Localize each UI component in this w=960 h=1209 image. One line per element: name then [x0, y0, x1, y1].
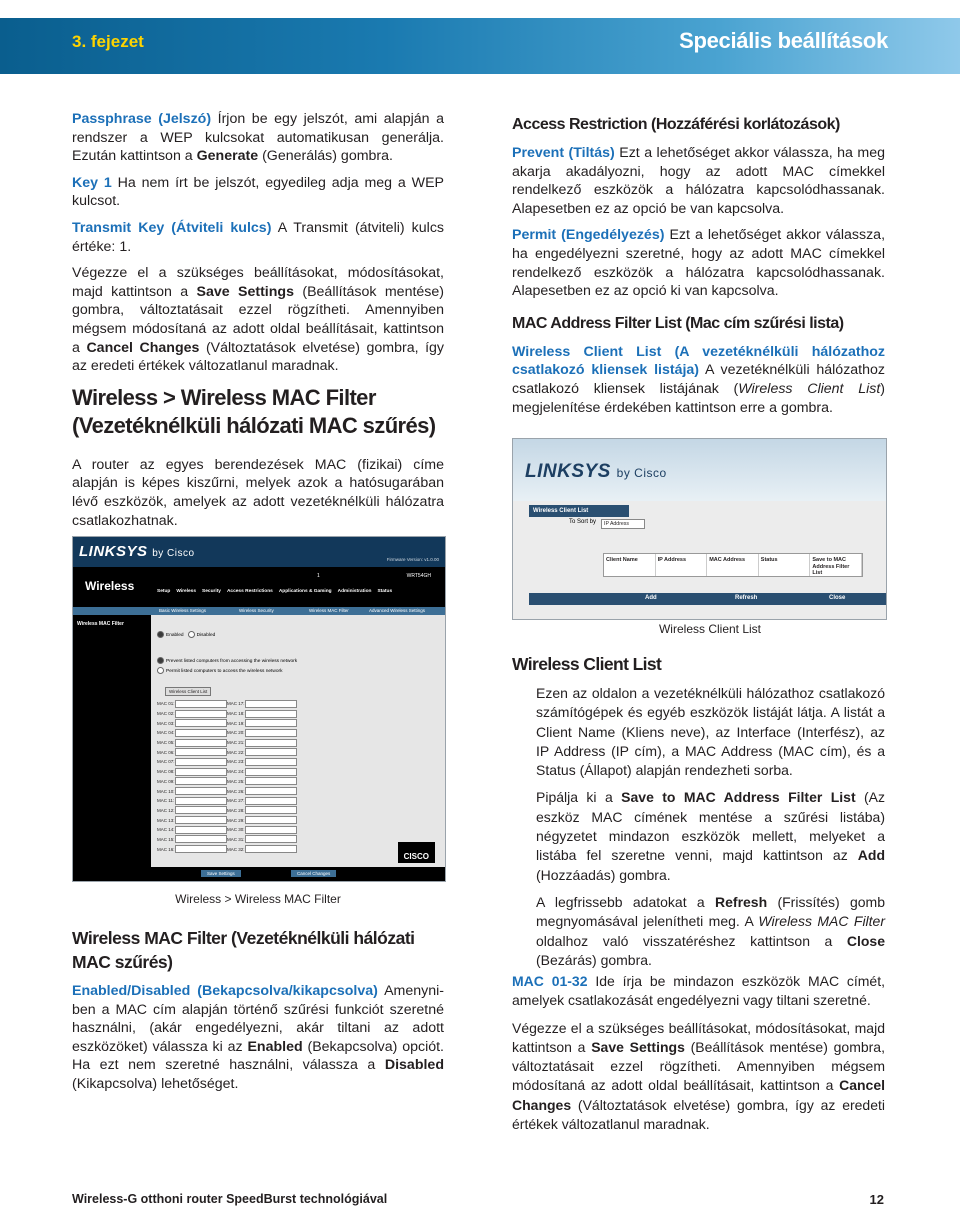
paragraph-client-list-info: Ezen az oldalon a vezetéknélküli hálózathoz csatlakozó számítógépek és egyéb eszközök listáját látja. A listát a Client Name (Kliens neve), az Interface (Interfész), az IP Address (IP cím), a MAC Address (MAC cím), és a Status (Állapot) alapján rendezheti sorba.	[536, 685, 885, 779]
mac-row	[227, 709, 377, 719]
mac-row	[227, 728, 377, 738]
paragraph-prevent: Prevent (Tiltás) Ezt a lehetőséget akkor válassza, ha meg akarja akadályozni, hogy az adott MAC címekkel rendelkező eszközök a hálózatra kapcsolódhassanak. Alapesetben ez az opció be van kapcsolva.	[512, 145, 885, 217]
mac-label: MAC 23:	[227, 759, 245, 765]
mac-input[interactable]	[245, 845, 297, 853]
linksys-logo: LINKSYS by Cisco	[79, 543, 195, 560]
mac-input[interactable]	[245, 729, 297, 737]
mac-input[interactable]	[175, 700, 227, 708]
enable-radios	[157, 631, 215, 638]
disabled-label: Disabled	[196, 632, 216, 638]
mac-label: MAC 20:	[227, 730, 245, 736]
paragraph-transmit-key: Transmit Key (Átviteli kulcs) A Transmit (átviteli) kulcs értéke: 1.	[72, 219, 445, 255]
mac-input[interactable]	[245, 700, 297, 708]
mac-label: MAC 04:	[157, 730, 175, 736]
shot1-topbar	[73, 537, 445, 567]
mac-label: MAC 14:	[157, 827, 175, 833]
paragraph-wireless-client-list: Wireless Client List (A vezetéknélküli hálózathoz csatlakozó kliensek listája) A vezetéknélküli hálózathoz csatlakozó kliensek listájának (Wireless Client List) megjelenítése érdekében kattintson erre a gombra.	[512, 343, 886, 416]
mac-input[interactable]	[245, 835, 297, 843]
tab-applications-gaming[interactable]: Applications & Gaming	[278, 589, 332, 594]
mac-label: MAC 19:	[227, 720, 245, 726]
mac-input[interactable]	[245, 826, 297, 834]
paragraph-mac-01-32: MAC 01-32 Ide írja be mindazon eszközök MAC címét, amelyek csatlakozását engedélyezni vagy tiltani szeretné.	[512, 973, 885, 1009]
mac-label: MAC 17:	[227, 701, 245, 707]
mac-input[interactable]	[175, 768, 227, 776]
mac-label: MAC 02:	[157, 711, 175, 717]
subtab-advanced[interactable]: Advanced Wireless Settings	[369, 608, 426, 613]
mac-row	[227, 844, 377, 854]
mac-label: MAC 28:	[227, 807, 245, 813]
mac-input[interactable]	[245, 748, 297, 756]
shot1-nav-band	[73, 567, 445, 607]
mac-input[interactable]	[175, 758, 227, 766]
page-header	[0, 18, 960, 74]
paragraph-mac-intro: A router az egyes berendezések MAC (fizikai) címe alapján is képes kiszűrni, melyek azok a hatósugarában lévő eszközök, amelyek az adott vezetéknélküli hálózatra csatlakozhatnak.	[72, 456, 444, 529]
mac-row	[227, 786, 377, 796]
disabled-radio[interactable]	[188, 631, 195, 638]
mac-input[interactable]	[175, 710, 227, 718]
mac-input[interactable]	[245, 739, 297, 747]
mac-input[interactable]	[245, 710, 297, 718]
cisco-logo: CISCO	[398, 842, 435, 863]
mac-input[interactable]	[245, 816, 297, 824]
page-number: 12	[869, 1192, 884, 1207]
client-table-header	[603, 553, 863, 577]
subtab-basic[interactable]: Basic Wireless Settings	[159, 608, 207, 613]
add-button[interactable]: Add	[645, 595, 657, 601]
shot1-subtabs	[73, 607, 445, 615]
heading-wireless-mac-filter: Wireless MAC Filter (Vezetéknélküli hálózati MAC szűrés)	[72, 928, 415, 972]
shot2-title-bar: Wireless Client List	[529, 505, 629, 517]
sidebar-label: Wireless MAC Filter	[73, 615, 151, 633]
mac-row	[227, 777, 377, 787]
mac-row	[227, 825, 377, 835]
paragraph-passphrase: Passphrase (Jelszó) Írjon be egy jelszót, ami alapján a rendszer a WEP kulcsokat automatikusan generálja. Ezután kattintson a Generate (Generálás) gombra.	[72, 111, 444, 165]
right-column	[512, 114, 885, 425]
tab-security[interactable]: Security	[202, 589, 221, 594]
firmware-version: Firmware Version: v1.0.00	[386, 557, 439, 562]
mac-label: MAC 22:	[227, 749, 245, 755]
mac-input[interactable]	[175, 816, 227, 824]
left-column-lower	[72, 926, 444, 1102]
sort-label: To Sort by	[569, 519, 597, 525]
mac-label: MAC 29:	[227, 817, 245, 823]
tab-setup[interactable]: Setup	[157, 589, 171, 594]
col-ip-address: IP Address	[656, 554, 708, 576]
close-button[interactable]: Close	[829, 595, 846, 601]
mac-input[interactable]	[175, 835, 227, 843]
mac-input[interactable]	[245, 806, 297, 814]
mac-label: MAC 06:	[157, 749, 175, 755]
right-column-bottom	[512, 972, 885, 1142]
screenshot-client-list	[512, 438, 887, 620]
mac-label: MAC 25:	[227, 778, 245, 784]
mac-input[interactable]	[175, 719, 227, 727]
prevent-option	[157, 657, 297, 664]
paragraph-key1: Key 1 Ha nem írt be jelszót, egyedileg adja meg a WEP kulcsot.	[72, 174, 444, 210]
col-save-to-filter: Save to MAC Address Filter List	[810, 554, 862, 576]
paragraph-enabled-disabled: Enabled/Disabled (Bekapcsolva/kikapcsolva) Amenyniben a MAC cím alapján történő szűrési funkciót szeretné használni, (akár engedélyezni, akár tiltani az adott eszközöket) válassza ki az Enabled (Bekapcsolva) opciót. Ha ezt nem szeretné használni, válassza a Disabled (Kikapcsolva) lehetőséget.	[72, 983, 445, 1092]
mac-label: MAC 09:	[157, 778, 175, 784]
sort-select[interactable]: IP Address	[601, 519, 645, 529]
mac-label: MAC 01:	[157, 701, 175, 707]
shot2-header	[513, 439, 886, 501]
mac-input[interactable]	[175, 729, 227, 737]
mac-input[interactable]	[175, 787, 227, 795]
cancel-changes-button[interactable]: Cancel Changes	[291, 870, 336, 877]
subtab-security[interactable]: Wireless Security	[239, 608, 274, 613]
mac-label: MAC 07:	[157, 759, 175, 765]
shot1-footer	[151, 867, 445, 881]
refresh-button[interactable]: Refresh	[735, 595, 758, 601]
mac-label: MAC 03:	[157, 720, 175, 726]
shot1-body	[151, 615, 445, 881]
linksys-logo-2: LINKSYS by Cisco	[525, 461, 667, 482]
save-settings-button[interactable]: Save Settings	[201, 870, 241, 877]
mac-label: MAC 08:	[157, 769, 175, 775]
mac-label: MAC 13:	[157, 817, 175, 823]
mac-label: MAC 27:	[227, 798, 245, 804]
mac-label: MAC 12:	[157, 807, 175, 813]
paragraph-permit: Permit (Engedélyezés) Ezt a lehetőséget akkor válassza, ha engedélyezni szeretné, hogy az adott MAC címekkel rendelkező eszközök a hálózatra kapcsolódhassanak. Alapesetben ez az opció ki van kapcsolva.	[512, 227, 886, 300]
shot1-sidebar	[73, 615, 151, 881]
heading-mac-address-filter-list: MAC Address Filter List (Mac cím szűrési lista)	[512, 314, 844, 332]
shot2-button-bar	[529, 593, 886, 605]
mac-row	[227, 738, 377, 748]
mac-input[interactable]	[175, 806, 227, 814]
mac-label: MAC 05:	[157, 740, 175, 746]
tab-access-restrictions[interactable]: Access Restrictions	[226, 589, 273, 594]
col-status: Status	[759, 554, 811, 576]
mac-label: MAC 16:	[157, 846, 175, 852]
mac-label: MAC 32:	[227, 846, 245, 852]
paragraph-save-to-filter: Pipálja ki a Save to MAC Address Filter List (Az eszköz MAC címének mentése a szűrési listába) négyzetet mindazon eszközök mellett, melyeket a listába fel szeretne venni, majd kattintson az Add (Hozzáadás) gombra.	[536, 789, 886, 883]
screenshot-mac-filter	[72, 536, 446, 882]
mac-label: MAC 26:	[227, 788, 245, 794]
mac-input[interactable]	[245, 719, 297, 727]
enabled-radio[interactable]	[157, 631, 164, 638]
subtab-mac-filter[interactable]: Wireless MAC Filter	[309, 608, 349, 613]
shot1-number: 1	[317, 573, 320, 579]
mac-input[interactable]	[245, 787, 297, 795]
mac-input[interactable]	[175, 739, 227, 747]
permit-label: Permit listed computers to access the wireless network	[166, 668, 283, 674]
mac-row	[227, 796, 377, 806]
mac-input[interactable]	[175, 826, 227, 834]
mac-input[interactable]	[175, 748, 227, 756]
section-title: Speciális beállítások	[679, 28, 888, 53]
permit-option	[157, 667, 283, 674]
enabled-label: Enabled	[166, 632, 184, 638]
mac-input[interactable]	[245, 758, 297, 766]
col-mac-address: MAC Address	[707, 554, 759, 576]
shot1-section-title: Wireless	[85, 579, 135, 593]
shot1-tabs	[157, 589, 439, 599]
left-column	[72, 110, 444, 538]
heading-mac-filter: Wireless > Wireless MAC Filter (Vezetéknélküli hálózati MAC szűrés)	[72, 384, 436, 438]
paragraph-save-cancel: Végezze el a szükséges beállításokat, módosításokat, majd kattintson a Save Settings (Beállítások mentése) gombra, változtatásait ezzel rögzítheti. Amennyiben mégsem módosítaná az adott oldal beállításait, kattintson a Cancel Changes (Változtatások elvetése) gombra, így az eredeti értékek változatlanul maradnak.	[72, 265, 444, 375]
mac-row	[227, 747, 377, 757]
mac-label: MAC 10:	[157, 788, 175, 794]
mac-input[interactable]	[245, 777, 297, 785]
mac-row	[227, 699, 377, 709]
heading-access-restriction: Access Restriction (Hozzáférési korlátozások)	[512, 116, 840, 133]
mac-label: MAC 11:	[157, 798, 175, 804]
permit-radio[interactable]	[157, 667, 164, 674]
mac-row	[227, 767, 377, 777]
tab-wireless[interactable]: Wireless	[176, 589, 197, 594]
caption-client-list: Wireless Client List	[658, 622, 762, 636]
tab-administration[interactable]: Administration	[337, 589, 372, 594]
mac-label: MAC 21:	[227, 740, 245, 746]
mac-row	[227, 806, 377, 816]
paragraph-refresh-close: A legfrissebb adatokat a Refresh (Frissítés) gomb megnyomásával jelenítheti meg. A Wireless MAC Filter oldalhoz való visszatéréshez kattintson a Close (Bezárás) gombra.	[536, 893, 886, 968]
mac-row	[227, 757, 377, 767]
mac-input[interactable]	[175, 845, 227, 853]
mac-input[interactable]	[175, 797, 227, 805]
mac-input[interactable]	[245, 797, 297, 805]
prevent-label: Prevent listed computers from accessing the wireless network	[166, 658, 298, 664]
mac-row	[227, 835, 377, 845]
heading-wireless-client-list: Wireless Client List	[512, 654, 662, 674]
wireless-client-list-button[interactable]: Wireless Client List	[165, 687, 211, 696]
shot1-model: WRT54GH	[406, 573, 431, 579]
col-client-name: Client Name	[604, 554, 656, 576]
caption-mac-filter: Wireless > Wireless MAC Filter	[175, 892, 341, 906]
mac-row	[227, 718, 377, 728]
mac-input[interactable]	[175, 777, 227, 785]
tab-status[interactable]: Status	[377, 589, 393, 594]
mac-row	[227, 815, 377, 825]
footer-product: Wireless-G otthoni router SpeedBurst technológiával	[72, 1192, 388, 1206]
chapter-label: 3. fejezet	[72, 32, 144, 51]
right-column-indented	[536, 684, 885, 978]
mac-label: MAC 24:	[227, 769, 245, 775]
mac-label: MAC 30:	[227, 827, 245, 833]
prevent-radio[interactable]	[157, 657, 164, 664]
mac-input[interactable]	[245, 768, 297, 776]
mac-label: MAC 18:	[227, 711, 245, 717]
mac-list-right	[227, 699, 377, 854]
mac-label: MAC 15:	[157, 836, 175, 842]
paragraph-save-cancel-right: Végezze el a szükséges beállításokat, módosításokat, majd kattintson a Save Settings (Beállítások mentése) gombra, változtatásait ezzel rögzítheti. Amennyiben mégsem módosítaná az adott oldal beállításait, kattintson a Cancel Changes (Változtatások elvetése) gombra, így az eredeti értékek változatlanul maradnak.	[512, 1019, 885, 1133]
mac-label: MAC 31:	[227, 836, 245, 842]
